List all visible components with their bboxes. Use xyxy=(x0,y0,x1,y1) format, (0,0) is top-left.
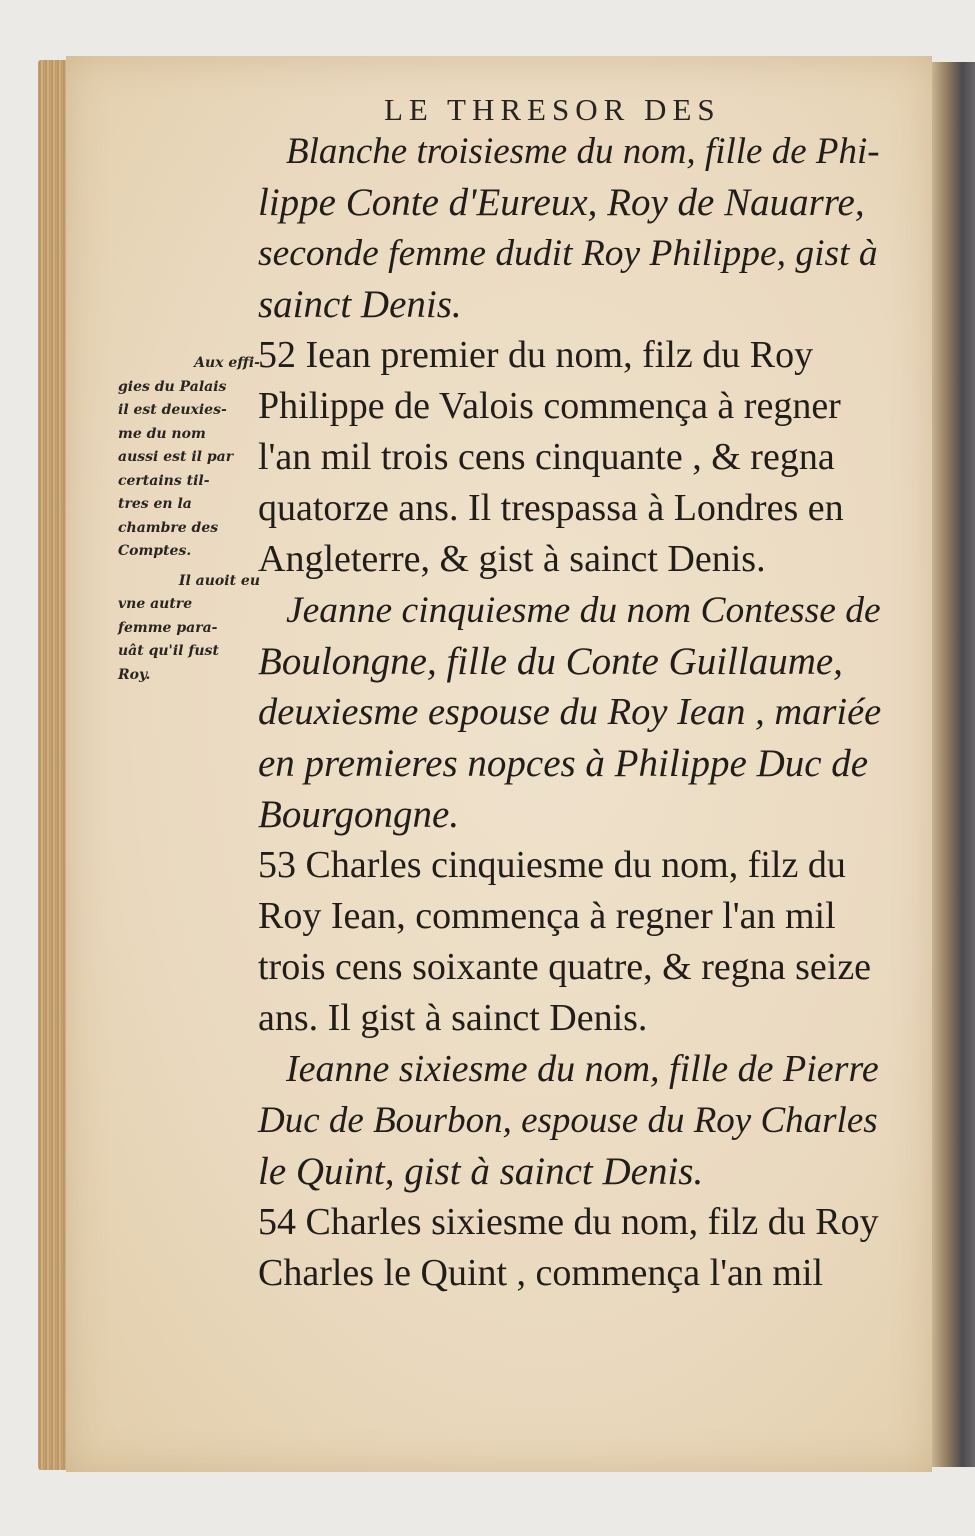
margin-note-line: femme para- xyxy=(118,619,218,636)
text-line: sainct Denis. xyxy=(258,283,462,326)
margin-notes xyxy=(118,352,260,687)
margin-note-line: tres en la xyxy=(118,496,192,512)
text-line: Angleterre, & gist à sainct Denis. xyxy=(258,538,766,580)
margin-note-line: Il auoit eu xyxy=(178,572,260,589)
margin-note-line: Comptes. xyxy=(118,543,192,559)
text-line: Charles le Quint , commença l'an mil xyxy=(258,1252,824,1294)
margin-note-line: Roy. xyxy=(118,666,151,683)
margin-note-other-wife xyxy=(118,570,260,688)
margin-note-effigies xyxy=(118,352,260,564)
text-line: Philippe de Valois commença à regner xyxy=(258,385,841,427)
text-line: 52 Iean premier du nom, filz du Roy xyxy=(258,334,814,376)
margin-note-line: uât qu'il fust xyxy=(118,643,219,659)
text-line: en premieres nopces à Philippe Duc de xyxy=(258,742,869,785)
text-line: deuxiesme espouse du Roy Iean , mariée xyxy=(258,691,882,733)
text-line: Boulongne, fille du Conte Guillaume, xyxy=(258,640,843,683)
margin-note-line: Aux effi- xyxy=(194,355,260,371)
text-line: Jeanne cinquiesme du nom Contesse de xyxy=(286,590,881,631)
text-line: Duc de Bourbon, espouse du Roy Charles xyxy=(258,1100,878,1141)
text-line: trois cens soixante quatre, & regna seize xyxy=(258,946,872,988)
main-text xyxy=(258,126,883,1299)
text-line: Roy Iean, commença à regner l'an mil xyxy=(258,895,836,937)
margin-note-line: chambre des xyxy=(118,519,219,536)
margin-note-line: aussi est il par xyxy=(118,449,234,465)
book-cover-edge xyxy=(932,62,975,1467)
margin-note-line: vne autre xyxy=(118,596,193,612)
text-line: seconde femme dudit Roy Philippe, gist à xyxy=(258,233,878,274)
margin-note-line: gies du Palais xyxy=(118,378,227,395)
text-line: 54 Charles sixiesme du nom, filz du Roy xyxy=(258,1201,879,1243)
text-line: l'an mil trois cens cinquante , & regna xyxy=(258,436,835,478)
text-line: ans. Il gist à sainct Denis. xyxy=(258,997,648,1039)
text-line: Ieanne sixiesme du nom, fille de Pierre xyxy=(286,1048,879,1090)
text-line: Bourgongne. xyxy=(258,793,460,836)
margin-note-line: certains til- xyxy=(118,472,210,489)
text-line: le Quint, gist à sainct Denis. xyxy=(258,1150,704,1193)
running-head: LE THRESOR DES xyxy=(384,92,721,127)
margin-note-line: il est deuxies- xyxy=(118,402,227,418)
text-line: Blanche troisiesme du nom, fille de Phi- xyxy=(286,131,880,172)
margin-note-line: me du nom xyxy=(118,425,206,442)
text-line: quatorze ans. Il trespassa à Londres en xyxy=(258,487,844,529)
text-line: 53 Charles cinquiesme du nom, filz du xyxy=(258,844,846,886)
text-line: lippe Conte d'Eureux, Roy de Nauarre, xyxy=(258,181,865,224)
